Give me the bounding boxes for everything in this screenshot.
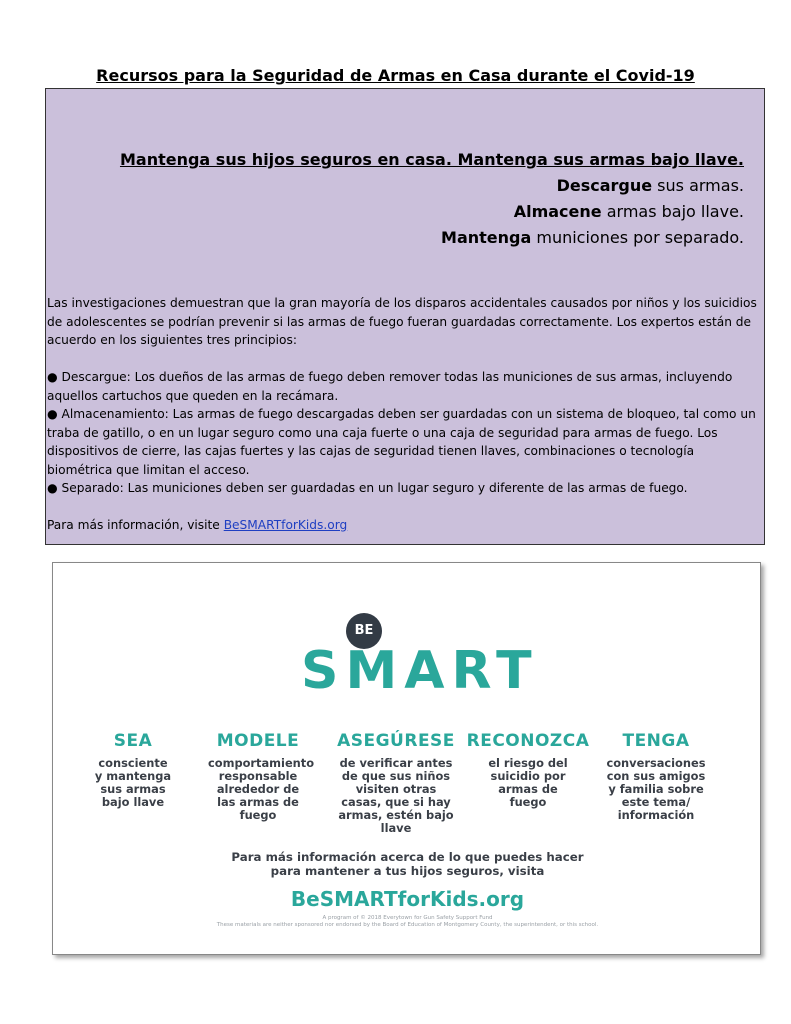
info-text: Para más información acerca de lo que puedes hacer para mantener a tus hijos seguros, visita: [231, 850, 584, 878]
more-info: Para más información, visite BeSMARTforKids.org: [47, 518, 348, 532]
column-modele: MODELE comportamiento responsable alrededor de las armas de fuego: [208, 731, 315, 822]
headline-store: Almacene armas bajo llave.: [513, 202, 744, 221]
headline: [120, 147, 744, 251]
column-tenga: TENGA conversaciones con sus amigos y familia sobre este tema/ información: [606, 731, 706, 822]
headline-unload: Descargue sus armas.: [556, 176, 744, 195]
column-asegurese: ASEGÚRESE de verificar antes de que sus niños visiten otras casas, que si hay armas, estén bajo llave: [337, 731, 455, 835]
besmart-link[interactable]: BeSMARTforKids.org: [223, 518, 348, 532]
column-sea: SEA consciente y mantenga sus armas bajo llave: [94, 731, 172, 809]
bullet-unload: ● Descargue: Los dueños de las armas de fuego deben remover todas las municiones de sus armas, incluyendo aquellos cartuchos que queden en la recámara.: [47, 370, 733, 403]
besmart-card: [52, 562, 761, 955]
bullet-store: ● Almacenamiento: Las armas de fuego descargadas deben ser guardadas con un sistema de bloqueo, tal como un traba de gatillo, o en un lugar seguro como una caja fuerte o una caja de seguridad para armas de fuego. Los dispositivos de cierre, las cajas fuertes y las cajas de seguridad tienen llaves, combinaciones o tecnología biométrica que limitan el acceso.: [47, 407, 756, 477]
column-reconozca: RECONOZCA el riesgo del suicidio por armas de fuego: [466, 731, 590, 809]
fine-print: A program of © 2018 Everytown for Gun Safety Support Fund These materials are neither sponsored nor endorsed by the Board of Education of Montgomery County, the superintendent, or this school.: [216, 915, 599, 928]
page-title: Recursos para la Seguridad de Armas en Casa durante el Covid-19: [96, 66, 695, 85]
headline-main: Mantenga sus hijos seguros en casa. Mantenga sus armas bajo llave.: [119, 150, 744, 169]
body-text: [47, 294, 759, 535]
site-url: BeSMARTforKids.org: [290, 887, 525, 911]
smart-logo: SMART: [301, 641, 539, 701]
be-badge: BE: [346, 613, 382, 649]
bullet-separate: ● Separado: Las municiones deben ser guardadas en un lugar seguro y diferente de las armas de fuego.: [47, 481, 688, 495]
safety-principles-box: [45, 88, 765, 545]
intro-paragraph: Las investigaciones demuestran que la gran mayoría de los disparos accidentales causados por niños y los suicidios de adolescentes se podrían prevenir si las armas de fuego fueran guardadas correctamente. Los expertos están de acuerdo en los siguientes tres principios:: [47, 296, 757, 347]
headline-separate: Mantenga municiones por separado.: [441, 228, 744, 247]
